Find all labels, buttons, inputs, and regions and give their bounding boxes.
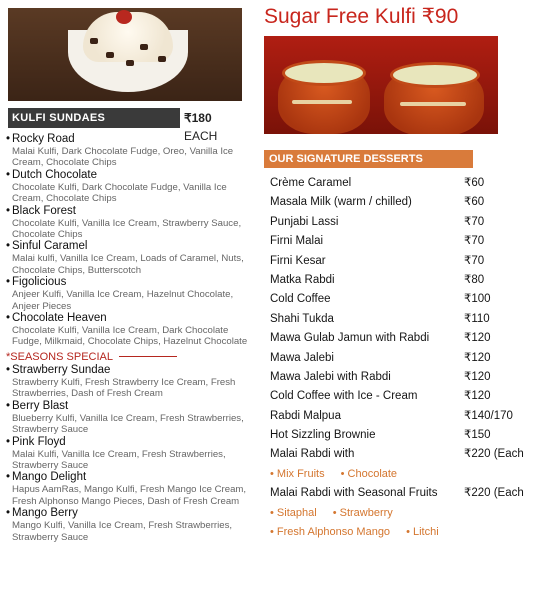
item-desc: Malai Kulfi, Vanilla Ice Cream, Fresh Strawberries, Strawberry Sauce	[12, 448, 226, 471]
pot-kulfi-top-shape	[390, 62, 480, 88]
menu-item-name: Hot Sizzling Brownie	[270, 429, 376, 442]
signature-desserts-header: OUR SIGNATURE DESSERTS	[264, 150, 473, 168]
menu-row	[270, 426, 540, 445]
item-name: • Figolicious	[6, 276, 67, 289]
item-name-text: Berry Blast	[12, 399, 69, 412]
item-name-text: Mango Delight	[12, 471, 87, 484]
option-text: Fresh Alphonso Mango	[276, 526, 391, 539]
menu-item-price: ₹60	[464, 177, 485, 189]
item-name-text: Chocolate Heaven	[12, 312, 107, 325]
pot-kulfi-top-shape	[282, 60, 366, 86]
menu-row	[270, 445, 540, 464]
item-desc: Malai kulfi, Vanilla Ice Cream, Loads of Caramel, Nuts, Chocolate Chips, Butterscotch	[12, 253, 244, 276]
option-item: • Litchi	[406, 526, 439, 539]
menu-item-price: ₹120	[464, 370, 491, 383]
malai-rabdi-options	[270, 465, 540, 484]
list-item	[6, 507, 254, 543]
menu-row	[270, 213, 540, 232]
menu-item-name: Crème Caramel	[270, 177, 352, 189]
menu-row	[270, 290, 540, 309]
list-item	[6, 205, 254, 241]
seasons-special-rule	[119, 356, 177, 357]
option-text: Litchi	[412, 526, 439, 539]
list-item	[6, 400, 254, 436]
item-name: • Sinful Caramel	[6, 240, 88, 253]
menu-item-price: ₹150	[464, 429, 491, 442]
list-item	[6, 436, 254, 472]
menu-item-name: Mawa Jalebi	[270, 351, 334, 364]
item-name-text: Black Forest	[12, 204, 76, 217]
item-name-text: Sinful Caramel	[12, 240, 88, 253]
chocolate-chip-shape	[158, 56, 166, 62]
seasons-special-title: *SEASONS SPECIAL	[6, 350, 113, 363]
menu-item-price: ₹220 (Each	[464, 448, 524, 461]
pot-stripe-shape	[400, 102, 466, 106]
menu-item-name: Firni Kesar	[270, 254, 326, 267]
menu-item-price: ₹70	[464, 254, 485, 267]
chocolate-chip-shape	[126, 60, 134, 66]
item-name-text: Dutch Chocolate	[12, 168, 98, 181]
item-name: • Mango Delight	[6, 471, 87, 484]
menu-item-price: ₹70	[464, 235, 485, 248]
kulfi-sundaes-title: KULFI SUNDAES	[8, 108, 180, 128]
menu-item-name: Matka Rabdi	[270, 273, 335, 286]
option-text: Chocolate	[347, 467, 398, 480]
item-desc: Chocolate Kulfi, Vanilla Ice Cream, Strawberry Sauce, Chocolate Chips	[12, 217, 242, 241]
item-desc: Hapus AamRas, Mango Kulfi, Fresh Mango Ice Cream, Fresh Alphonso Mango Pieces, Dash of Fresh Cream	[12, 484, 247, 507]
sugar-free-kulfi-title: Sugar Free Kulfi ₹90	[264, 5, 459, 28]
item-name-text: Figolicious	[12, 276, 67, 289]
menu-row	[270, 310, 540, 329]
menu-row	[270, 387, 540, 406]
menu-item-name: Firni Malai	[270, 235, 324, 248]
signature-desserts-list	[270, 174, 540, 542]
chocolate-chip-shape	[90, 38, 98, 44]
item-desc: Anjeer Kulfi, Vanilla Ice Cream, Hazelnut Chocolate, Anjeer Pieces	[12, 289, 234, 312]
kulfi-sundaes-column	[0, 0, 255, 604]
menu-item-price: ₹140/170	[464, 409, 513, 422]
list-item	[6, 312, 254, 348]
menu-item-name: Cold Coffee with Ice - Cream	[270, 390, 418, 403]
menu-item-name: Malai Rabdi with	[270, 448, 355, 461]
item-name-text: Pink Floyd	[12, 435, 66, 448]
option-text: Mix Fruits	[276, 467, 325, 480]
seasonal-fruit-options	[270, 504, 540, 523]
menu-item-name: Rabdi Malpua	[270, 409, 341, 422]
menu-item-price: ₹110	[464, 312, 490, 325]
menu-item-price: ₹60	[464, 196, 485, 209]
menu-item-price: ₹220 (Each	[464, 487, 524, 500]
seasonal-fruit-options	[270, 523, 540, 542]
item-name-text: Rocky Road	[12, 133, 75, 145]
menu-item-name: Masala Milk (warm / chilled)	[270, 196, 412, 209]
item-name: • Strawberry Sundae	[6, 363, 111, 376]
menu-row	[270, 368, 540, 387]
seasons-special-heading	[6, 351, 254, 364]
menu-row	[270, 174, 540, 193]
list-item	[6, 364, 254, 400]
option-item: • Fresh Alphonso Mango	[270, 526, 391, 539]
menu-row	[270, 252, 540, 271]
item-name-text: Strawberry Sundae	[12, 363, 111, 376]
item-desc: Chocolate Kulfi, Dark Chocolate Fudge, Vanilla Ice Cream, Chocolate Chips	[12, 181, 227, 205]
list-item	[6, 240, 254, 276]
item-name: • Rocky Road	[6, 133, 75, 145]
list-item	[6, 133, 254, 169]
item-name: • Black Forest	[6, 204, 76, 217]
list-item	[6, 169, 254, 205]
menu-item-name: Shahi Tukda	[270, 312, 334, 325]
item-desc: Strawberry Kulfi, Fresh Strawberry Ice Cream, Fresh Strawberries, Dash of Fresh Cream	[12, 376, 236, 400]
pot-stripe-shape	[292, 100, 352, 104]
menu-item-price: ₹120	[464, 390, 491, 403]
price-suffix: EACH	[184, 129, 218, 143]
item-name-text: Mango Berry	[12, 507, 78, 520]
menu-item-price: ₹120	[464, 332, 491, 345]
item-name: • Mango Berry	[6, 507, 78, 520]
option-item: • Sitaphal	[270, 506, 317, 519]
menu-item-name: Malai Rabdi with Seasonal Fruits	[270, 487, 438, 500]
item-desc: Blueberry Kulfi, Vanilla Ice Cream, Fresh Strawberries, Strawberry Sauce	[12, 412, 244, 436]
option-text: Sitaphal	[276, 506, 317, 519]
menu-item-price: ₹100	[464, 293, 491, 306]
sundae-photo	[8, 8, 242, 101]
price-value: ₹180	[184, 111, 212, 125]
chocolate-chip-shape	[140, 44, 148, 50]
menu-item-name: Mawa Jalebi with Rabdi	[270, 370, 391, 383]
menu-row	[270, 329, 540, 348]
menu-item-name: Cold Coffee	[270, 293, 331, 306]
item-desc: Mango Kulfi, Vanilla Ice Cream, Fresh Strawberries, Strawberry Sauce	[12, 520, 233, 543]
chocolate-chip-shape	[106, 52, 114, 58]
list-item	[6, 276, 254, 312]
option-item: • Strawberry	[332, 506, 393, 519]
item-desc: Malai Kulfi, Dark Chocolate Fudge, Oreo, Vanilla Ice Cream, Chocolate Chips	[12, 146, 234, 169]
item-name: • Pink Floyd	[6, 435, 66, 448]
signature-desserts-column	[258, 0, 540, 604]
option-item: • Mix Fruits	[270, 467, 325, 480]
item-name: • Chocolate Heaven	[6, 312, 107, 325]
menu-item-price: ₹120	[464, 351, 491, 364]
option-text: Strawberry	[339, 506, 393, 519]
item-name: • Dutch Chocolate	[6, 168, 98, 181]
menu-row	[270, 407, 540, 426]
menu-row	[270, 349, 540, 368]
item-desc: Chocolate Kulfi, Vanilla Ice Cream, Dark Chocolate Fudge, Milkmaid, Chocolate Chips, Hazelnut Chocolate	[12, 325, 248, 348]
menu-item-price: ₹80	[464, 273, 485, 286]
menu-row	[270, 232, 540, 251]
menu-item-price: ₹70	[464, 215, 485, 228]
cherry-shape	[116, 10, 132, 24]
menu-row	[270, 484, 540, 503]
list-item	[6, 471, 254, 507]
menu-row	[270, 193, 540, 212]
sundae-list	[6, 133, 254, 543]
menu-row	[270, 271, 540, 290]
kulfi-pots-photo	[264, 36, 498, 134]
menu-item-name: Mawa Gulab Jamun with Rabdi	[270, 332, 430, 345]
option-item: • Chocolate	[340, 467, 398, 480]
menu-item-name: Punjabi Lassi	[270, 215, 339, 228]
item-name: • Berry Blast	[6, 399, 69, 412]
